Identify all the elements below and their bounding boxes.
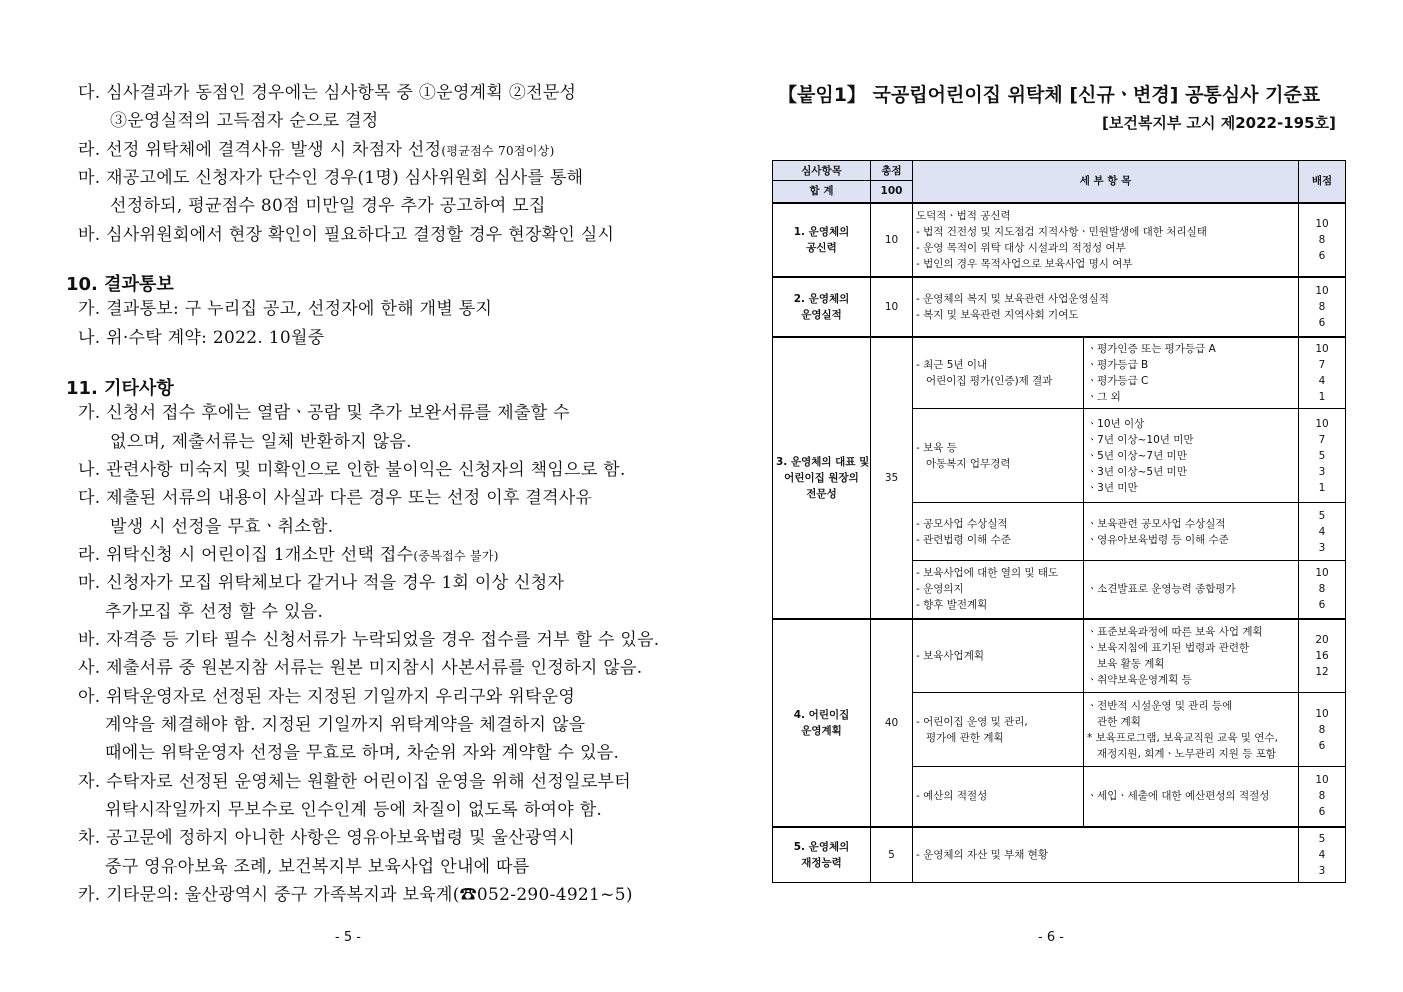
section-10-heading: 10. 결과통보 bbox=[66, 274, 174, 295]
criteria-cell: ㆍ전반적 시설운영 및 관리 등에 관한 계획 * 보육프로그램, 보육교직원 교육 및 연수, 재정지원, 회계ㆍ노무관리 지원 등 포함 bbox=[1084, 693, 1299, 767]
sub-item: - 보육사업계획 bbox=[913, 619, 1084, 693]
text-line: 바. 심사위원회에서 현장 확인이 필요하다고 결정할 경우 현장확인 실시 bbox=[78, 225, 615, 245]
text-line-note: (평균점수 70점이상) bbox=[441, 144, 555, 158]
points-cell: 10 7 4 1 bbox=[1299, 337, 1346, 409]
points-cell: 10 8 6 bbox=[1299, 277, 1346, 337]
text-line-main: 라. 선정 위탁체에 결격사유 발생 시 차점자 선정 bbox=[78, 140, 442, 160]
page-number: - 5 - bbox=[335, 930, 361, 945]
left-page bbox=[0, 0, 700, 992]
header-sum-label: 합 계 bbox=[773, 181, 871, 203]
criteria-cell: ㆍ소견발표로 운영능력 종합평가 bbox=[1084, 561, 1299, 619]
right-page bbox=[700, 0, 1403, 992]
text-line bbox=[78, 139, 555, 162]
text-line: 나. 관련사항 미숙지 및 미확인으로 인한 불이익은 신청자의 책임으로 함. bbox=[78, 460, 626, 480]
text-line: 계약을 체결해야 함. 지정된 기일까지 위탁계약을 체결하지 않을 bbox=[105, 715, 586, 735]
points-cell: 10 8 6 bbox=[1299, 561, 1346, 619]
page-title: 【붙임1】 국공립어린이집 위탁체 [신규ㆍ변경] 공통심사 기준표 bbox=[778, 84, 1321, 106]
category-name: 3. 운영체의 대표 및 어린이집 원장의 전문성 bbox=[773, 337, 871, 619]
sub-item: - 최근 5년 이내 어린이집 평가(인증)제 결과 bbox=[913, 337, 1084, 409]
text-line: 선정하되, 평균점수 80점 미만일 경우 추가 공고하여 모집 bbox=[110, 196, 546, 216]
sub-item: - 보육사업에 대한 열의 및 태도 - 운영의지 - 향후 발전계획 bbox=[913, 561, 1084, 619]
points-cell: 20 16 12 bbox=[1299, 619, 1346, 693]
header-total: 총점 bbox=[871, 161, 913, 181]
text-line: 카. 기타문의: 울산광역시 중구 가족복지과 보육계(☎052-290-4921~5) bbox=[78, 885, 633, 905]
sub-item: - 보육 등 아동복지 업무경력 bbox=[913, 409, 1084, 503]
text-line bbox=[78, 544, 499, 567]
text-line: 사. 제출서류 중 원본지참 서류는 원본 미지참시 사본서류를 인정하지 않음. bbox=[78, 658, 643, 678]
category-total: 40 bbox=[871, 619, 913, 827]
criteria-cell: ㆍ표준보육과정에 따른 보육 사업 계획 ㆍ보육지침에 표기된 법령과 관련한 보육 활동 계획 ㆍ취약보육운영계획 등 bbox=[1084, 619, 1299, 693]
text-line: 다. 심사결과가 동점인 경우에는 심사항목 중 ①운영계획 ②전문성 bbox=[78, 83, 577, 103]
header-points: 배점 bbox=[1299, 161, 1346, 203]
detail-items: 도덕적ㆍ법적 공신력 - 법적 건전성 및 지도점검 지적사항ㆍ민원발생에 대한 처리실태 - 운영 목적이 위탁 대상 시설과의 적정성 여부 - 법인의 경우 목적사업으로 보육사업 명시 여부 bbox=[913, 203, 1299, 277]
criteria-cell: ㆍ보육관련 공모사업 수상실적 ㆍ영유아보육법령 등 이해 수준 bbox=[1084, 503, 1299, 561]
header-detail: 세 부 항 목 bbox=[913, 161, 1299, 203]
section-11-heading: 11. 기타사항 bbox=[66, 378, 174, 399]
criteria-table bbox=[772, 160, 1346, 883]
text-line: 발생 시 선정을 무효ㆍ취소함. bbox=[110, 517, 334, 537]
category-name: 1. 운영체의 공신력 bbox=[773, 203, 871, 277]
text-line: 마. 신청자가 모집 위탁체보다 같거나 적을 경우 1회 이상 신청자 bbox=[78, 573, 565, 593]
text-line: 다. 제출된 서류의 내용이 사실과 다른 경우 또는 선정 이후 결격사유 bbox=[78, 488, 593, 508]
sub-item: - 공모사업 수상실적 - 관련법령 이해 수준 bbox=[913, 503, 1084, 561]
category-total: 10 bbox=[871, 277, 913, 337]
text-line: 가. 신청서 접수 후에는 열람ㆍ공람 및 추가 보완서류를 제출할 수 bbox=[78, 403, 570, 423]
text-line: 위탁시작일까지 무보수로 인수인계 등에 차질이 없도록 하여야 함. bbox=[105, 800, 603, 820]
text-line: 자. 수탁자로 선정된 운영체는 원활한 어린이집 운영을 위해 선정일로부터 bbox=[78, 772, 631, 792]
points-cell: 5 4 3 bbox=[1299, 503, 1346, 561]
text-line-main: 라. 위탁신청 시 어린이집 1개소만 선택 접수 bbox=[78, 545, 414, 565]
sub-item: - 어린이집 운영 및 관리, 평가에 관한 계획 bbox=[913, 693, 1084, 767]
category-name: 5. 운영체의 재정능력 bbox=[773, 827, 871, 883]
text-line: 마. 재공고에도 신청자가 단수인 경우(1명) 심사위원회 심사를 통해 bbox=[78, 168, 584, 188]
text-line-note: (중복접수 불가) bbox=[413, 549, 499, 563]
points-cell: 10 8 6 bbox=[1299, 203, 1346, 277]
points-cell: 10 8 6 bbox=[1299, 693, 1346, 767]
text-line: 추가모집 후 선정 할 수 있음. bbox=[105, 602, 324, 622]
text-line: 없으며, 제출서류는 일체 반환하지 않음. bbox=[110, 432, 412, 452]
notice-reference: [보건복지부 고시 제2022-195호] bbox=[1102, 114, 1336, 132]
detail-items: - 운영체의 자산 및 부채 현황 bbox=[913, 827, 1299, 883]
points-cell: 10 7 5 3 1 bbox=[1299, 409, 1346, 503]
category-name: 2. 운영체의 운영실적 bbox=[773, 277, 871, 337]
text-line: 차. 공고문에 정하지 아니한 사항은 영유아보육법령 및 울산광역시 bbox=[78, 828, 576, 848]
text-line: ③운영실적의 고득점자 순으로 결정 bbox=[110, 111, 379, 131]
category-name: 4. 어린이집 운영계획 bbox=[773, 619, 871, 827]
text-line: 중구 영유아보육 조례, 보건복지부 보육사업 안내에 따름 bbox=[105, 857, 530, 877]
points-cell: 5 4 3 bbox=[1299, 827, 1346, 883]
sub-item: - 예산의 적절성 bbox=[913, 767, 1084, 827]
category-total: 35 bbox=[871, 337, 913, 619]
category-total: 5 bbox=[871, 827, 913, 883]
points-cell: 10 8 6 bbox=[1299, 767, 1346, 827]
detail-items: - 운영체의 복지 및 보육관련 사업운영실적 - 복지 및 보육관련 지역사회 기여도 bbox=[913, 277, 1299, 337]
text-line: 때에는 위탁운영자 선정을 무효로 하며, 차순위 자와 계약할 수 있음. bbox=[105, 743, 620, 763]
header-category: 심사항목 bbox=[773, 161, 871, 181]
text-line: 바. 자격증 등 기타 필수 신청서류가 누락되었을 경우 접수를 거부 할 수 있음. bbox=[78, 630, 660, 650]
text-line: 나. 위·수탁 계약: 2022. 10월중 bbox=[78, 328, 325, 348]
text-line: 아. 위탁운영자로 선정된 자는 지정된 기일까지 우리구와 위탁운영 bbox=[78, 687, 576, 707]
page-number: - 6 - bbox=[1038, 930, 1064, 945]
criteria-cell: ㆍ세입ㆍ세출에 대한 예산편성의 적절성 bbox=[1084, 767, 1299, 827]
criteria-cell: ㆍ평가인증 또는 평가등급 A ㆍ평가등급 B ㆍ평가등급 C ㆍ그 외 bbox=[1084, 337, 1299, 409]
text-line: 가. 결과통보: 구 누리집 공고, 선정자에 한해 개별 통지 bbox=[78, 299, 493, 319]
header-sum-value: 100 bbox=[871, 181, 913, 203]
criteria-cell: ㆍ10년 이상 ㆍ7년 이상~10년 미만 ㆍ5년 이상~7년 미만 ㆍ3년 이상~5년 미만 ㆍ3년 미만 bbox=[1084, 409, 1299, 503]
category-total: 10 bbox=[871, 203, 913, 277]
